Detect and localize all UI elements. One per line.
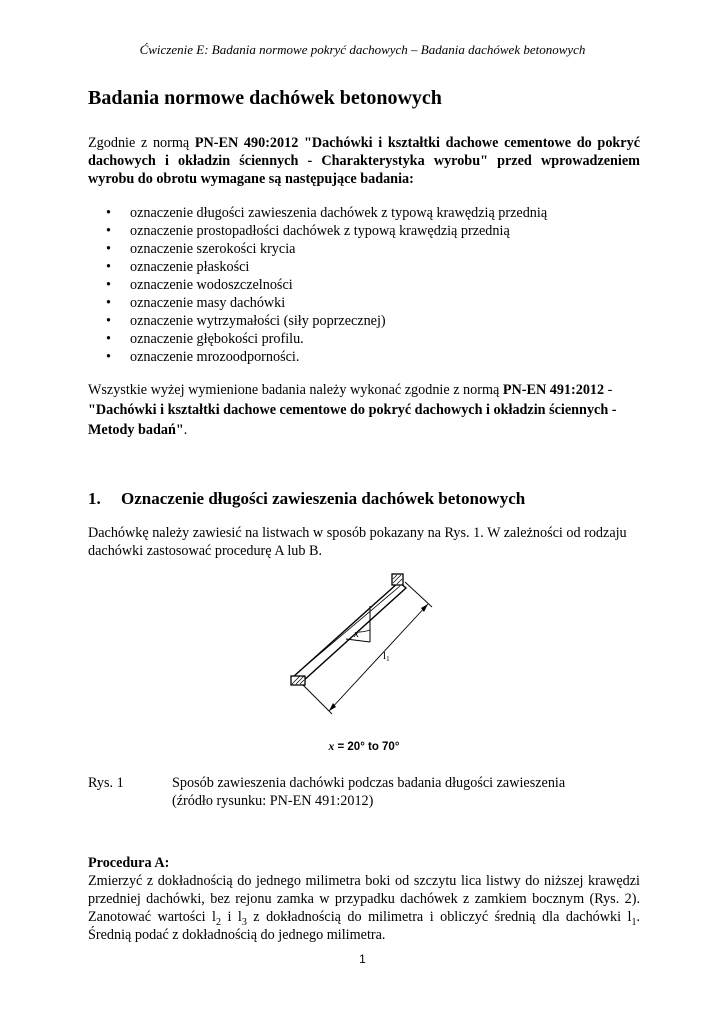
- running-header: Ćwiczenie E: Badania normowe pokryć dachowych – Badania dachówek betonowych: [139, 42, 586, 57]
- section-number: 1.: [88, 489, 101, 508]
- list-item: • oznaczenie wodoszczelności: [106, 276, 640, 294]
- figure-caption-text: [172, 774, 642, 810]
- page-number: 1: [359, 952, 366, 966]
- list-item: • oznaczenie szerokości krycia: [106, 240, 640, 258]
- document-title: Badania normowe dachówek betonowych: [88, 87, 442, 109]
- caption-variable: x: [328, 741, 335, 753]
- length-label: l1: [383, 650, 390, 663]
- subscript-2: 2: [215, 916, 221, 928]
- subscript-1: 1: [631, 916, 637, 928]
- list-item: • oznaczenie masy dachówki: [106, 294, 640, 312]
- subscript-3: 3: [241, 916, 247, 928]
- note-end: .: [183, 422, 188, 438]
- proc-text-3: z dokładnością do milimetra i obliczyć średnią dla dachówki l: [246, 909, 632, 925]
- tile-suspension-diagram: [88, 560, 640, 735]
- list-item: • oznaczenie wytrzymałości (siły poprzecznej): [106, 312, 640, 330]
- proc-text-1: Zmierzyć z dokładnością do jednego milimetra boki od szczytu lica listwy do niższej krawędzi przedniej dachówki, bez rejonu zamka w przypadku dachówek z zamkiem bocznym (Rys. 2). Zanotować wartości l: [88, 873, 640, 925]
- caption-line-2: (źródło rysunku: PN-EN 491:2012): [172, 793, 374, 809]
- content: [88, 86, 640, 944]
- standard-note: [88, 380, 640, 440]
- extension-line-top: [405, 582, 432, 607]
- angle-symbol: x: [354, 628, 359, 640]
- note-standard-title: "Dachówki i kształtki dachowe cementowe do pokryć dachowych i okładzin ściennych - Metody badań": [88, 402, 617, 438]
- figure-caption: [88, 774, 640, 810]
- tests-list: [88, 204, 640, 366]
- note-text: Wszystkie wyżej wymienione badania należy wykonać zgodnie z normą: [88, 382, 503, 398]
- list-item: • oznaczenie mrozoodporności.: [106, 348, 640, 366]
- list-item: • oznaczenie płaskości: [106, 258, 640, 276]
- section-text: Dachówkę należy zawiesić na listwach w sposób pokazany na Rys. 1. W zależności od rodzaju dachówki zastosować procedurę A lub B.: [88, 525, 627, 559]
- proc-text-4: . Średnią podać z dokładnością do jednego milimetra.: [88, 909, 641, 943]
- angle-range-caption: [88, 738, 640, 756]
- extension-line-bottom: [303, 685, 332, 714]
- figure-tile-suspension: [88, 560, 640, 753]
- angle-arc: [359, 630, 370, 632]
- list-item: • oznaczenie długości zawieszenia dachówek z typową krawędzią przednią: [106, 204, 640, 222]
- note-dash: -: [604, 382, 613, 398]
- section-title: Oznaczenie długości zawieszenia dachówek betonowych: [121, 489, 526, 508]
- list-item: • oznaczenie głębokości profilu.: [106, 330, 640, 348]
- intro-paragraph: [88, 134, 640, 188]
- caption-range: = 20° to 70°: [334, 741, 400, 753]
- dimension-line-l1: [329, 604, 428, 711]
- tile-body: [293, 582, 406, 682]
- proc-text-2: i l: [220, 909, 242, 925]
- procedure-a-title: Procedura A:: [88, 855, 170, 871]
- figure-label: Rys. 1: [88, 775, 124, 791]
- note-standard-number: PN-EN 491:2012: [502, 382, 605, 398]
- section-heading: [88, 488, 640, 510]
- list-item: • oznaczenie prostopadłości dachówek z typową krawędzią przednią: [106, 222, 640, 240]
- intro-text: Zgodnie z normą: [88, 135, 195, 151]
- caption-line-1: Sposób zawieszenia dachówki podczas badania długości zawieszenia: [172, 775, 566, 791]
- intro-standard-bold: PN-EN 490:2012 "Dachówki i kształtki dachowe cementowe do pokryć dachowych i okładzin ściennych - Charakterystyka wyrobu" przed wprowadzeniem wyrobu do obrotu wymagane są następujące badania:: [88, 135, 640, 187]
- procedure-a-text: [88, 872, 640, 944]
